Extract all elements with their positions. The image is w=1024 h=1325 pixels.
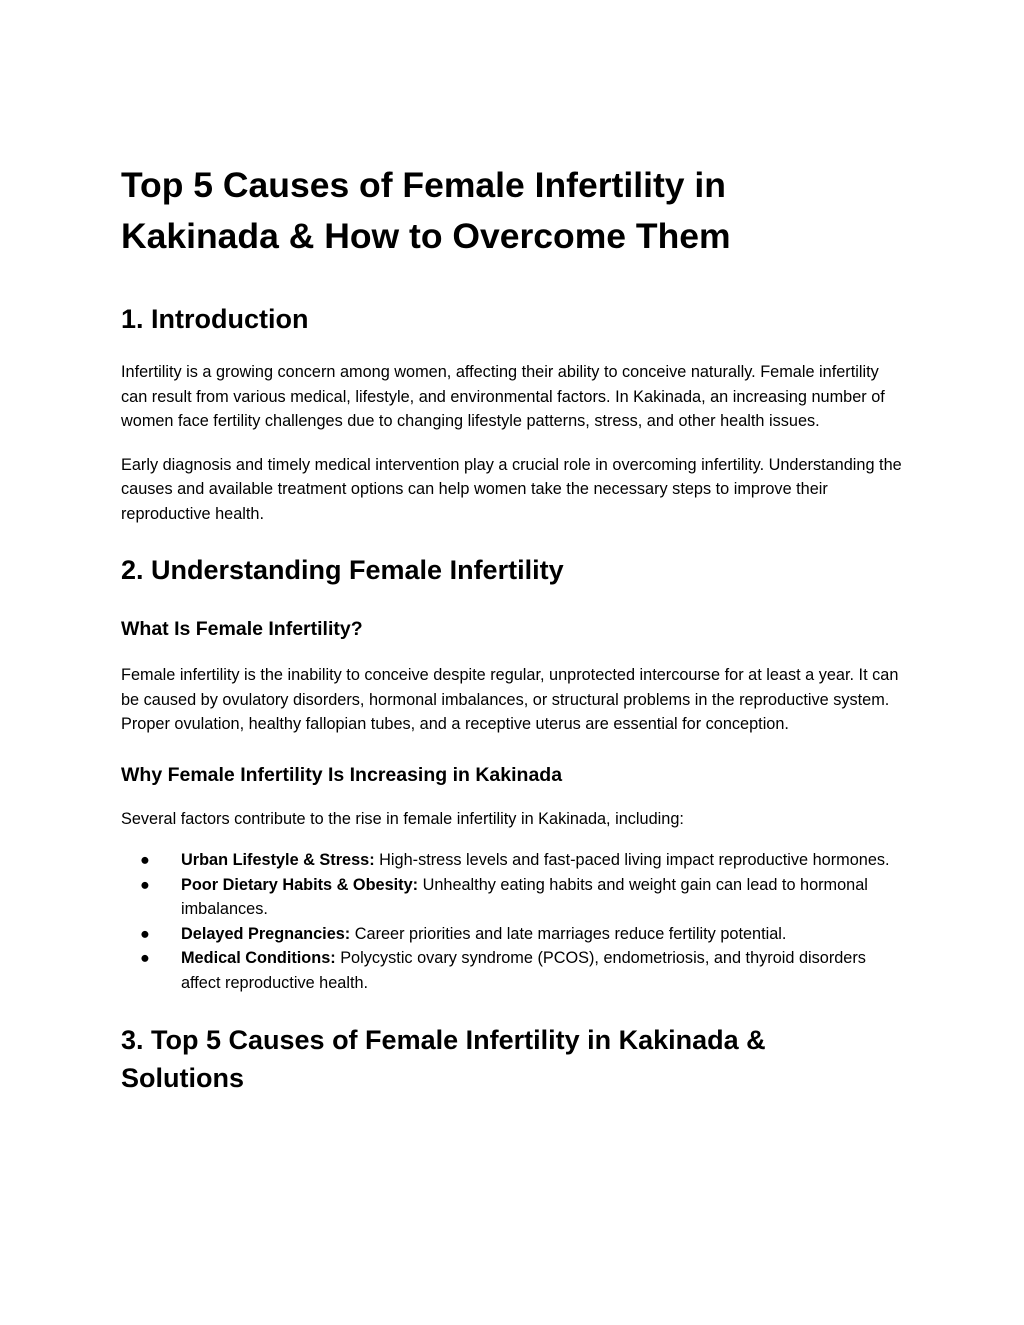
bullet-icon: ●	[140, 851, 150, 869]
document-title: Top 5 Causes of Female Infertility in Kakinada & How to Overcome Them	[121, 165, 731, 256]
section-heading-introduction: 1. Introduction	[121, 304, 309, 334]
section-heading-understanding: 2. Understanding Female Infertility	[121, 555, 564, 585]
list-item	[121, 946, 904, 995]
subheading-why-increasing: Why Female Infertility Is Increasing in Kakinada	[121, 763, 563, 786]
list-item-text: Unhealthy eating habits and weight gain can lead to hormonal imbalances.	[181, 875, 868, 918]
list-item-label: Urban Lifestyle & Stress:	[181, 851, 375, 869]
list-item	[121, 922, 904, 947]
bullet-icon: ●	[140, 924, 150, 943]
bullet-icon: ●	[140, 875, 150, 894]
what-is-paragraph: Female infertility is the inability to conceive despite regular, unprotected intercourse for at least a year. It can be caused by ovulatory disorders, hormonal imbalances, or structural problems in the reproductive system. Proper ovulation, healthy fallopian tubes, and a receptive uterus are essential for conception.	[121, 666, 899, 733]
intro-paragraph-2: Early diagnosis and timely medical intervention play a crucial role in overcoming infertility. Understanding the causes and available treatment options can help women take the necessary steps to improve their reproductive health.	[121, 455, 902, 523]
subheading-what-is: What Is Female Infertility?	[121, 618, 363, 640]
list-item	[121, 848, 904, 873]
bullet-icon: ●	[140, 949, 150, 967]
list-item-label: Poor Dietary Habits & Obesity:	[181, 875, 419, 894]
section-heading-top-causes: 3. Top 5 Causes of Female Infertility in Kakinada & Solutions	[121, 1025, 766, 1093]
factors-list	[121, 848, 904, 995]
list-item-text: Career priorities and late marriages reduce fertility potential.	[350, 924, 787, 943]
list-item-text: Polycystic ovary syndrome (PCOS), endometriosis, and thyroid disorders affect reproductive health.	[181, 949, 866, 992]
list-item-label: Delayed Pregnancies:	[181, 924, 351, 943]
list-item-label: Medical Conditions:	[181, 949, 336, 967]
list-item-text: High-stress levels and fast-paced living impact reproductive hormones.	[374, 851, 890, 869]
intro-paragraph-1: Infertility is a growing concern among women, affecting their ability to conceive naturally. Female infertility can result from various medical, lifestyle, and environmental factors. In Kakinada, an increasing number of women face fertility challenges due to changing lifestyle patterns, stress, and other health issues.	[121, 363, 885, 430]
why-increasing-paragraph: Several factors contribute to the rise in female infertility in Kakinada, including:	[121, 809, 684, 828]
list-item	[121, 873, 904, 922]
